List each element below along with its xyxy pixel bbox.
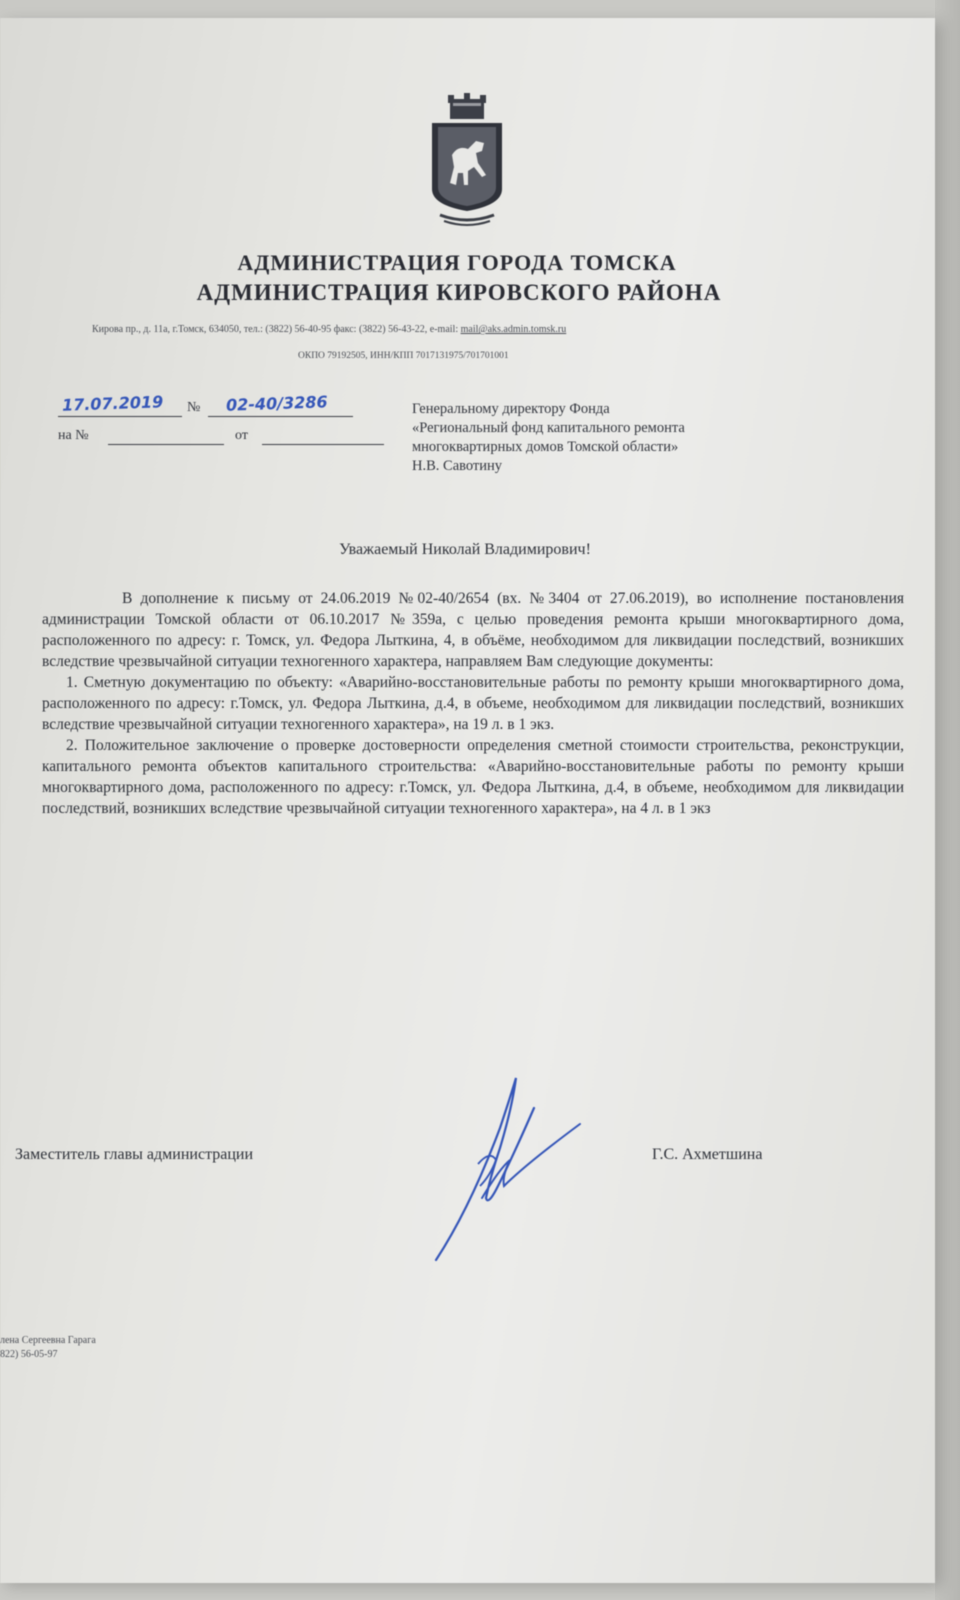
reference-label: на № — [58, 428, 89, 443]
tomsk-coat-of-arms-icon — [428, 93, 506, 228]
handwritten-number: 02-40/3286 — [225, 392, 328, 415]
body-paragraph: В дополнение к письму от 24.06.2019 №02-40/2654 (вх. №3404 от 27.06.2019), во исполнение постановления администрации Томской области от 06.10.2017 №359а, с целью проведения ремонта крыши многоквартирного дома, расположенного по адресу: г. Томск, ул. Федора Лыткина, 4, в объёме, необходимом для ликвидации последствий, возникших вследствие чрезвычайной ситуации техногенного характера, направляем Вам следующие документы: — [42, 590, 904, 670]
recipient-line: «Региональный фонд капитального ремонта — [412, 420, 685, 436]
recipient-line: многоквартирных домов Томской области» — [412, 439, 679, 455]
page-edge — [935, 0, 960, 1600]
handwritten-date: 17.07.2019 — [61, 392, 164, 415]
recipient-line: Н.В. Савотину — [412, 458, 503, 474]
reference-line — [108, 444, 224, 445]
signatory-name: Г.С. Ахметшина — [652, 1146, 763, 1163]
from-line — [262, 444, 384, 445]
letter-page — [0, 18, 935, 1583]
email-link: mail@aks.admin.tomsk.ru — [460, 324, 567, 335]
header-codes: ОКПО 79192505, ИНН/КПП 7017131975/701701001 — [298, 351, 509, 361]
greeting: Уважаемый Николай Владимирович! — [339, 541, 591, 558]
executor-block — [0, 1334, 96, 1362]
from-label: от — [235, 428, 248, 443]
letter-body — [42, 588, 904, 819]
number-underline — [208, 416, 353, 417]
handwritten-signature-icon — [430, 1068, 590, 1268]
signatory-title: Заместитель главы администрации — [15, 1146, 254, 1163]
header-city-administration: АДМИНИСТРАЦИЯ ГОРОДА ТОМСКА — [237, 250, 677, 275]
recipient-block — [412, 400, 685, 476]
number-label: № — [187, 400, 201, 415]
recipient-line: Генеральному директору Фонда — [412, 401, 610, 417]
header-district-administration: АДМИНИСТРАЦИЯ КИРОВСКОГО РАЙОНА — [196, 280, 722, 305]
header-address — [92, 324, 566, 335]
executor-name: лена Сергеевна Гарага — [0, 1335, 96, 1346]
address-text: Кирова пр., д. 11а, г.Томск, 634050, тел.: (3822) 56-40-95 факс: (3822) 56-43-22, e-mail: — [92, 324, 461, 335]
list-item: 2. Положительное заключение о проверке достоверности определения сметной стоимости строительства, реконструкции, капитального ремонта объектов капитального строительства: «Аварийно-восстановительные работы по ремонту крыши многоквартирного дома, расположенного по адресу: г.Томск, ул. Федора Лыткина, д.4, в объеме, необходимом для ликвидации последствий, возникших вследствие чрезвычайной ситуации техногенного характера», на 4 л. в 1 экз — [42, 737, 904, 817]
date-underline — [58, 416, 182, 417]
list-item: 1. Сметную документацию по объекту: «Аварийно-восстановительные работы по ремонту крыши многоквартирного дома, расположенного по адресу: г.Томск, ул. Федора Лыткина, д.4, в объеме, необходимом для ликвидации последствий, возникших вследствие чрезвычайной ситуации техногенного характера», на 19 л. в 1 экз. — [42, 674, 904, 733]
executor-phone: 822) 56-05-97 — [0, 1349, 58, 1360]
